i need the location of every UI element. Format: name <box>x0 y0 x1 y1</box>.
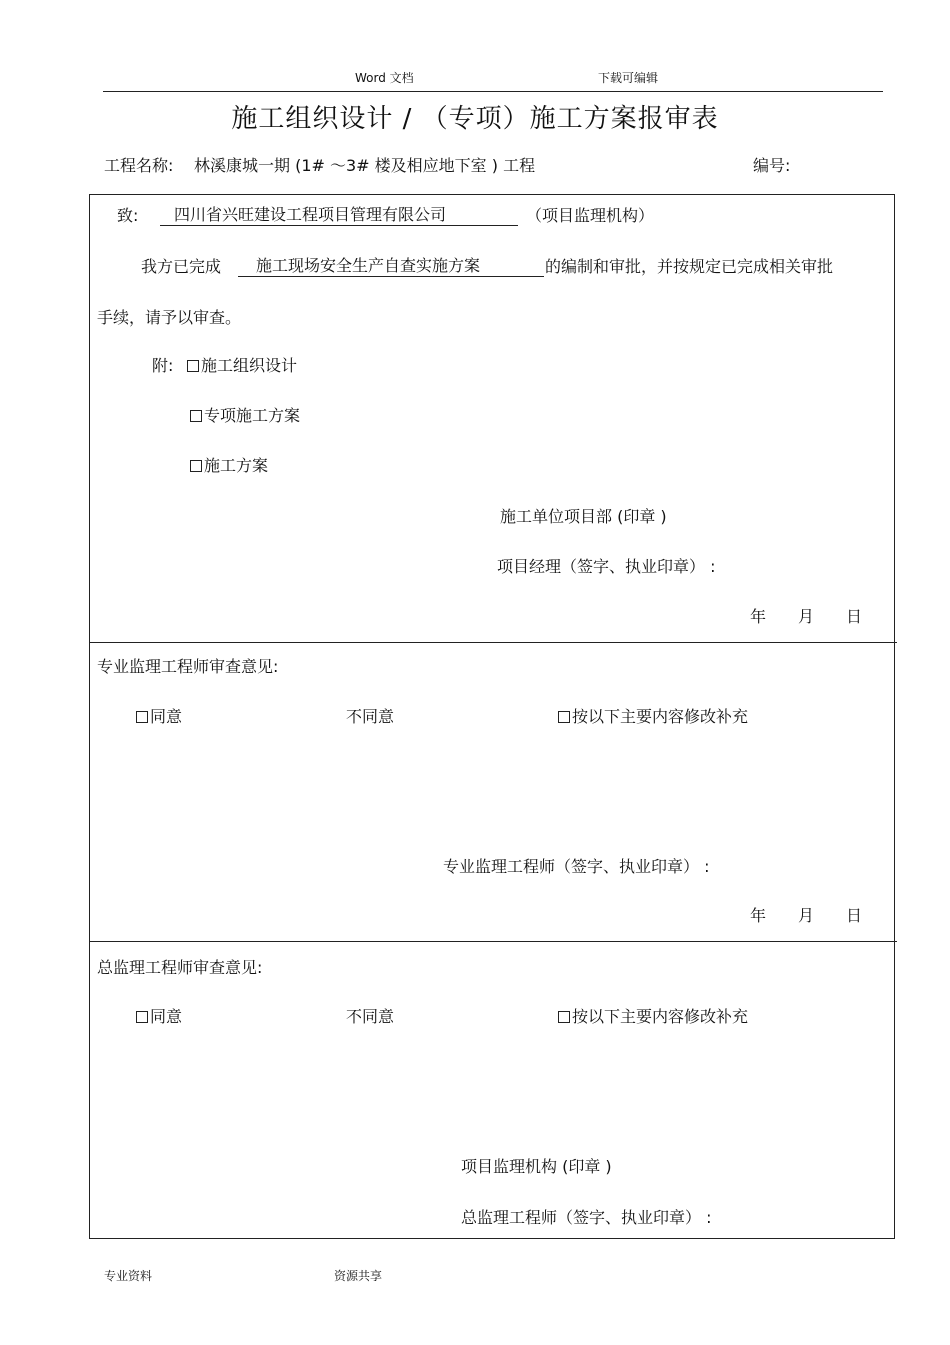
date-month: 月 <box>798 607 815 626</box>
option-label: 同意 <box>150 707 183 726</box>
option-disagree: 不同意 <box>346 707 395 726</box>
option-revise <box>558 1009 748 1025</box>
number-label: 编号: <box>753 156 791 175</box>
date-year: 年 <box>750 906 767 925</box>
attachment-plan <box>190 458 268 474</box>
checkbox-icon[interactable] <box>558 1011 570 1023</box>
header-rule <box>103 91 883 92</box>
section-divider-2 <box>89 941 897 942</box>
section3-heading: 总监理工程师审查意见: <box>97 958 263 977</box>
checkbox-icon[interactable] <box>190 410 202 422</box>
checkbox-icon[interactable] <box>558 711 570 723</box>
checkbox-icon[interactable] <box>136 711 148 723</box>
attachment-label: 施工组织设计 <box>201 356 298 375</box>
page-title: 施工组织设计 / （专项）施工方案报审表 <box>231 104 719 134</box>
sign-manager: 项目经理（签字、执业印章） : <box>497 557 716 576</box>
done-line2: 手续，请予以审查。 <box>97 308 242 327</box>
section3-sign-org: 项目监理机构 (印章 ) <box>461 1157 612 1176</box>
header-right-text: 下载可编辑 <box>598 71 659 85</box>
project-label: 工程名称: <box>104 156 174 175</box>
plan-name: 施工现场安全生产自查实施方案 <box>238 258 544 277</box>
option-agree <box>136 709 182 725</box>
date-day: 日 <box>846 906 863 925</box>
to-org-field <box>160 207 518 226</box>
form-table <box>89 194 895 1239</box>
option-agree <box>136 1009 182 1025</box>
option-disagree: 不同意 <box>346 1007 395 1026</box>
footer-left-text: 专业资料 <box>104 1269 153 1283</box>
option-label: 按以下主要内容修改补充 <box>572 1007 749 1026</box>
option-label: 按以下主要内容修改补充 <box>572 707 749 726</box>
section3-sign: 总监理工程师（签字、执业印章） : <box>461 1208 712 1227</box>
attachment-special-plan <box>190 408 300 424</box>
footer-right-text: 资源共享 <box>334 1269 383 1283</box>
option-revise <box>558 709 748 725</box>
section2-sign: 专业监理工程师（签字、执业印章） : <box>443 857 710 876</box>
done-prefix: 我方已完成 <box>141 257 222 276</box>
section2-heading: 专业监理工程师审查意见: <box>97 657 279 676</box>
option-label: 同意 <box>150 1007 183 1026</box>
sign-unit: 施工单位项目部 (印章 ) <box>500 507 667 526</box>
project-name: 林溪康城一期 (1# ～3# 楼及相应地下室 ) 工程 <box>194 156 536 175</box>
date-year: 年 <box>750 607 767 626</box>
checkbox-icon[interactable] <box>187 360 199 372</box>
to-suffix: （项目监理机构） <box>526 206 655 225</box>
attachment-construction-design <box>187 358 297 374</box>
plan-name-field <box>238 258 544 277</box>
done-suffix: 的编制和审批，并按规定已完成相关审批 <box>545 257 834 276</box>
attachment-label: 施工方案 <box>204 456 269 475</box>
section-divider-1 <box>89 642 897 643</box>
date-day: 日 <box>846 607 863 626</box>
attachment-label: 专项施工方案 <box>204 406 301 425</box>
date-month: 月 <box>798 906 815 925</box>
attach-label: 附: <box>152 356 174 375</box>
checkbox-icon[interactable] <box>190 460 202 472</box>
header-left-text: Word 文档 <box>355 71 414 85</box>
to-label: 致: <box>117 206 139 225</box>
to-org-name: 四川省兴旺建设工程项目管理有限公司 <box>160 207 518 226</box>
checkbox-icon[interactable] <box>136 1011 148 1023</box>
